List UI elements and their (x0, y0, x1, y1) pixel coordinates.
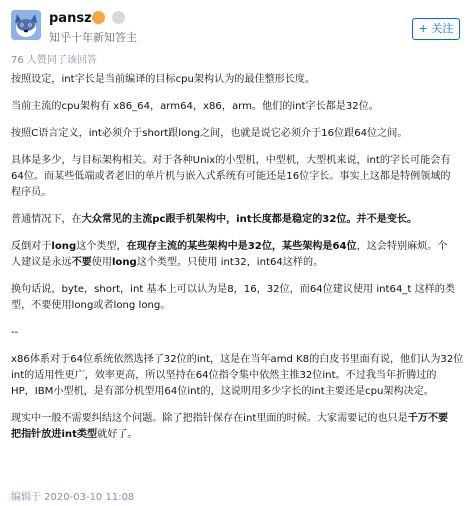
paragraph (11, 239, 465, 271)
bold-text: long (111, 257, 137, 268)
paragraph-line (11, 239, 465, 255)
paragraph-line (11, 255, 465, 271)
paragraph-line: 64位。而某些低端或者老旧的单片机与嵌入式系统有可能还是16位字长。事实上这都是特例领域的 (11, 171, 451, 182)
paragraph (11, 352, 465, 400)
vote-count: 76 人赞同了该回答 (11, 55, 97, 66)
paragraph-line: x86体系对于64位系统依然选择了32位的int，这是在当年amd K8的白皮书里面有说，他们认为32位 (11, 354, 464, 365)
author-badges (92, 11, 127, 25)
answer-content (11, 72, 465, 453)
paragraph-line: HP，IBM小型机，是有部分机型用64位int的，这说明用多少字长的int主要还是cpu架构决定。 (11, 386, 434, 397)
paragraph (11, 282, 465, 314)
bold-text: 大众常见的主流pc跟手机架构中，int长度都是稳定的32位。并不是变长。 (81, 214, 418, 225)
text-run: 普通情况下，在 (11, 214, 82, 225)
text-run: 现实中一般不需要纠结这个问题。除了把指针保存在int里面的时候。大家需要记的也只是 (11, 413, 408, 424)
bold-text: 千万不要 (407, 413, 449, 424)
paragraph: 按照C语言定义，int必须介于short跟long之间，也就是说它必须介于16位跟64位之间。 (11, 128, 408, 139)
author-headline: 知乎十年新知答主 (49, 31, 137, 44)
bold-text: 在现存主流的某些架构中是32位，某些架构是64位 (126, 241, 357, 252)
paragraph (11, 153, 465, 201)
paragraph: 当前主流的cpu架构有 x86_64，arm64，x86，arm。他们的int字长都是32位。 (11, 101, 379, 112)
separator: -- (11, 327, 19, 338)
text-run: 使用 (91, 257, 112, 268)
badge-icon[interactable] (92, 11, 105, 24)
paragraph: 按照设定，int字长是当前编译的目标cpu架构认为的最佳整形长度。 (11, 74, 316, 85)
author-header (0, 0, 474, 48)
verified-icon[interactable] (112, 11, 125, 24)
paragraph-line: 型，不要使用long或者long long。 (11, 300, 171, 311)
author-name[interactable]: pansz (49, 11, 92, 26)
paragraph-line: 具体是多少，与目标架构相关。对于各种Unix的小型机，中型机，大型机来说，int的字长可能会有 (11, 155, 451, 166)
edit-timestamp[interactable]: 编辑于 2020-03-10 11:08 (11, 492, 135, 503)
paragraph-line: int的适用性更广，效率更高，所以坚持在64位指令集中依然主推32位int。不过我当年折腾过的 (11, 370, 437, 381)
bold-text: 不要 (71, 257, 92, 268)
wolf-avatar-icon (11, 10, 41, 40)
paragraph-line (11, 427, 465, 443)
paragraph-line: 程序员。 (11, 187, 52, 198)
bold-text: long (51, 241, 77, 252)
avatar[interactable] (11, 10, 41, 40)
text-run: 反倒对于 (11, 241, 52, 252)
text-run: 人建议是永远 (11, 257, 72, 268)
text-run: ，这会特别麻烦。个 (356, 241, 448, 252)
follow-button[interactable]: + 关注 (412, 18, 460, 40)
bold-text: 把指针放进int类型 (11, 429, 98, 440)
text-run: 这个类型， (76, 241, 127, 252)
paragraph (11, 411, 465, 443)
paragraph-line (11, 411, 465, 427)
text-run: 就好了。 (97, 429, 138, 440)
text-run: 这个类型。只使用 int32，int64这样的。 (136, 257, 324, 268)
paragraph-line: 换句话说，byte，short，int 基本上可以认为是8，16，32位，而64位建议使用 int64_t 这样的类 (11, 284, 455, 295)
paragraph (11, 212, 465, 228)
